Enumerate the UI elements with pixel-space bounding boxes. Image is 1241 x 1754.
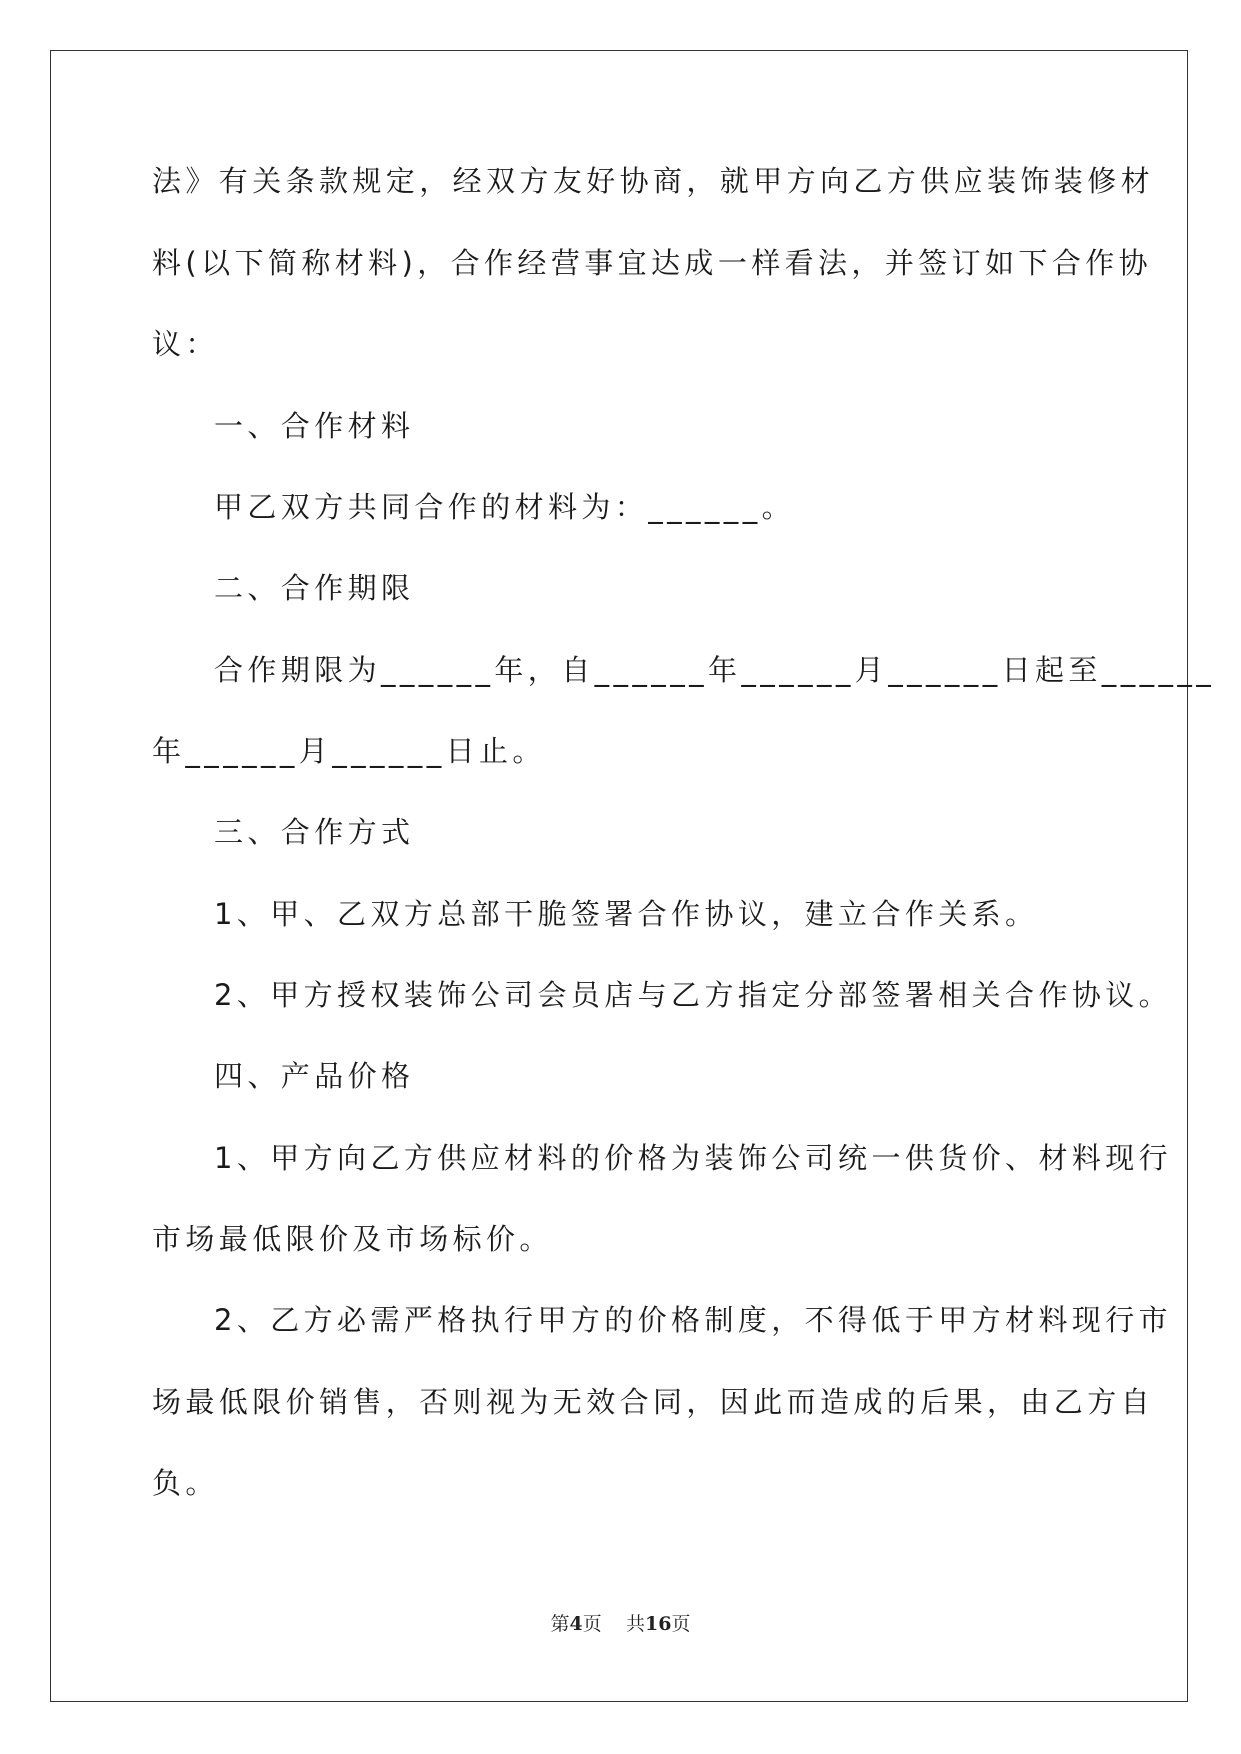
footer-total-prefix: 共 (625, 1613, 645, 1635)
paragraph-line: 年______月______日止。 (152, 734, 546, 768)
footer-total-suffix: 页 (671, 1613, 691, 1635)
footer-total-pages: 16 (644, 1613, 672, 1635)
paragraph-line: 2、甲方授权装饰公司会员店与乙方指定分部签署相关合作协议。 (214, 978, 1173, 1012)
paragraph-line: 议： (152, 327, 219, 361)
paragraph-line: 甲乙双方共同合作的材料为：______。 (214, 490, 796, 524)
paragraph-line: 1、甲、乙双方总部干脆签署合作协议，建立合作关系。 (214, 897, 1039, 931)
paragraph-line: 市场最低限价及市场标价。 (152, 1222, 553, 1256)
footer-page-suffix: 页 (582, 1613, 602, 1635)
paragraph-line: 合作期限为______年，自______年______月______日起至______ (214, 653, 1216, 687)
section-heading: 一、合作材料 (214, 409, 415, 443)
page-border (50, 50, 1188, 1702)
paragraph-line: 1、甲方向乙方供应材料的价格为装饰公司统一供货价、材料现行 (214, 1141, 1173, 1175)
paragraph-line: 2、乙方必需严格执行甲方的价格制度，不得低于甲方材料现行市 (214, 1303, 1173, 1337)
section-heading: 二、合作期限 (214, 571, 415, 605)
section-heading: 四、产品价格 (214, 1059, 415, 1093)
section-heading: 三、合作方式 (214, 815, 415, 849)
paragraph-line: 料(以下简称材料)，合作经营事宜达成一样看法，并签订如下合作协 (152, 246, 1153, 280)
footer-page-prefix: 第 (550, 1613, 570, 1635)
footer-page-number: 4 (569, 1613, 583, 1635)
paragraph-line: 法》有关条款规定，经双方友好协商，就甲方向乙方供应装饰装修材 (152, 164, 1155, 198)
page-footer (0, 1612, 1241, 1636)
paragraph-line: 负。 (152, 1466, 219, 1500)
paragraph-line: 场最低限价销售，否则视为无效合同，因此而造成的后果，由乙方自 (152, 1385, 1155, 1419)
